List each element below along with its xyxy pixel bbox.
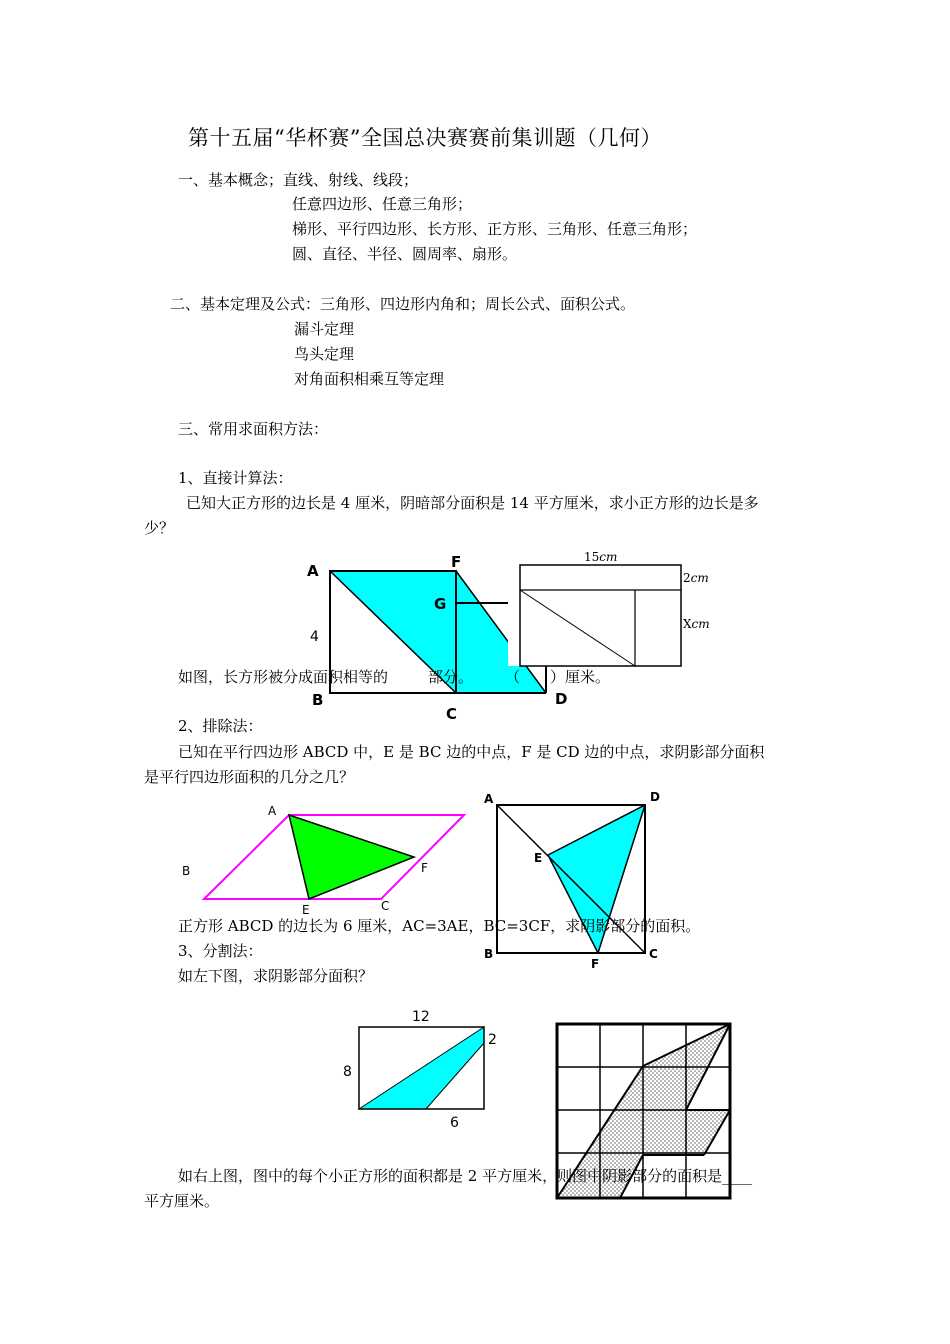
method2-heading: 2、排除法： xyxy=(178,717,263,735)
label-d: D xyxy=(555,690,568,708)
label-a: A xyxy=(307,562,319,580)
label-f: F xyxy=(421,861,428,875)
page-title: 第十五届“华杯赛”全国总决赛赛前集训题（几何） xyxy=(188,126,662,150)
method1-caption: 如图，长方形被分成面积相等的 xyxy=(178,668,389,686)
label-side-4: 4 xyxy=(310,629,319,645)
section2-line3: 鸟头定理 xyxy=(294,345,355,363)
label-f: F xyxy=(451,553,462,571)
label-f: F xyxy=(591,957,600,971)
method2-caption: 正方形 ABCD 的边长为 6 厘米，AC=3AE，BC=3CF，求阴影部分的面积。 xyxy=(178,917,701,935)
label-c: C xyxy=(649,947,658,961)
label-g: G xyxy=(434,595,447,613)
label-a: A xyxy=(484,792,494,806)
method3-problem: 如左下图，求阴影部分面积？ xyxy=(178,967,374,985)
section3-heading: 三、常用求面积方法： xyxy=(178,420,329,438)
label-bottom-6: 6 xyxy=(450,1115,459,1131)
parallelogram-figure xyxy=(175,795,475,920)
cyan-strip xyxy=(359,1027,484,1109)
label-top-15: 15cm xyxy=(584,550,618,564)
label-c: C xyxy=(381,899,390,913)
rectangle-12x8-figure xyxy=(335,1000,510,1135)
method3-caption-line1: 如右上图，图中的每个小正方形的面积都是 2 平方厘米，则图中阴影部分的面积是____ xyxy=(178,1167,753,1185)
label-right-2: 2cm xyxy=(683,571,709,585)
rectangle-15cm-figure xyxy=(500,545,730,673)
label-right-x: Xcm xyxy=(683,617,710,631)
label-left-8: 8 xyxy=(343,1064,352,1080)
label-a: A xyxy=(268,804,277,818)
method1-caption-mid: 部分。 xyxy=(428,668,474,686)
section1-line4: 圆、直径、半径、圆周率、扇形。 xyxy=(292,245,518,263)
label-b: B xyxy=(182,864,191,878)
label-d: D xyxy=(650,790,660,804)
method1-caption-end: ）厘米。 xyxy=(550,668,611,686)
section1-line2: 任意四边形、任意三角形； xyxy=(292,195,473,213)
outer-rectangle xyxy=(520,565,681,666)
method1-problem-line2: 少？ xyxy=(144,519,175,537)
label-e: E xyxy=(302,903,310,917)
method1-problem-line1: 已知大正方形的边长是 4 厘米，阴暗部分面积是 14 平方厘米，求小正方形的边长是多 xyxy=(186,494,759,512)
green-triangle xyxy=(289,815,414,899)
section1-line1: 一、基本概念；直线、射线、线段； xyxy=(178,171,419,189)
method3-heading: 3、分割法： xyxy=(178,942,263,960)
square-abcd-figure xyxy=(480,788,670,973)
method2-problem-line1: 已知在平行四边形 ABCD 中，E 是 BC 边的中点，F 是 CD 边的中点，求阴影部分面积 xyxy=(178,743,765,761)
method3-caption-line2: 平方厘米。 xyxy=(144,1192,220,1210)
method2-problem-line2: 是平行四边形面积的几分之几？ xyxy=(144,768,355,786)
section1-line3: 梯形、平行四边形、长方形、正方形、三角形、任意三角形； xyxy=(292,220,698,238)
method1-heading: 1、直接计算法： xyxy=(178,469,293,487)
section2-line4: 对角面积相乘互等定理 xyxy=(294,370,445,388)
label-e: E xyxy=(534,851,543,865)
label-c: C xyxy=(446,705,458,723)
section2-line2: 漏斗定理 xyxy=(294,320,355,338)
label-b: B xyxy=(484,947,494,961)
label-b: B xyxy=(312,691,324,709)
label-right-2: 2 xyxy=(488,1032,497,1048)
section2-line1: 二、基本定理及公式：三角形、四边形内角和；周长公式、面积公式。 xyxy=(170,295,636,313)
method1-caption-paren: （ xyxy=(505,668,521,686)
label-top-12: 12 xyxy=(412,1009,430,1025)
